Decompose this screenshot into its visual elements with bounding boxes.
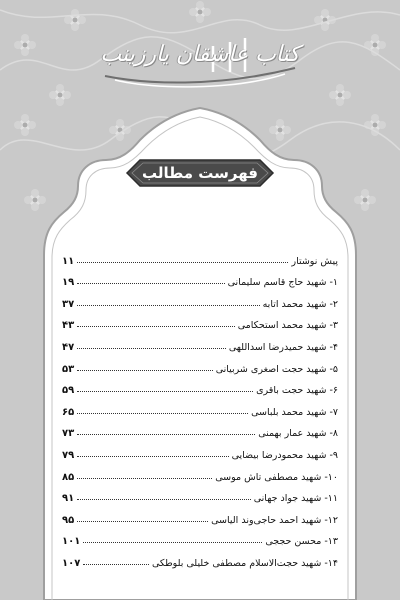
toc-entry[interactable] bbox=[62, 353, 338, 375]
dot-leader bbox=[77, 326, 235, 327]
toc-entry-title: ۷- شهید محمد بلباسی bbox=[251, 406, 338, 418]
page-title: فهرست مطالب bbox=[142, 164, 258, 182]
dot-leader bbox=[77, 478, 212, 479]
toc-entry-page: ۳۷ bbox=[62, 298, 75, 310]
dot-leader bbox=[77, 305, 259, 306]
toc-entry[interactable] bbox=[62, 461, 338, 483]
toc-entry-page: ۷۹ bbox=[62, 449, 75, 461]
toc-entry[interactable] bbox=[62, 288, 338, 310]
toc-entry[interactable] bbox=[62, 526, 338, 548]
logo-text: کتاب عاشقان یارزینب bbox=[100, 42, 300, 67]
toc-entry[interactable] bbox=[62, 375, 338, 397]
dot-leader bbox=[77, 499, 251, 500]
toc-entry-page: ۴۳ bbox=[62, 320, 75, 332]
table-of-contents bbox=[62, 245, 338, 569]
toc-entry-page: ۵۹ bbox=[62, 385, 75, 397]
toc-entry-page: ۹۱ bbox=[62, 493, 75, 505]
dot-leader bbox=[77, 262, 288, 263]
toc-entry[interactable] bbox=[62, 504, 338, 526]
toc-entry[interactable] bbox=[62, 310, 338, 332]
toc-entry-page: ۵۳ bbox=[62, 363, 75, 375]
toc-entry[interactable] bbox=[62, 439, 338, 461]
toc-entry-title: ۱۴- شهید حجت‌الاسلام مصطفی خلیلی بلوطکی bbox=[151, 557, 338, 569]
toc-entry-page: ۴۷ bbox=[62, 341, 75, 353]
toc-entry-page: ۷۳ bbox=[62, 428, 75, 440]
toc-entry-page: ۱۰۷ bbox=[62, 557, 81, 569]
toc-entry-title: ۱۳- محسن حججی bbox=[265, 536, 338, 548]
toc-entry-title: ۶- شهید حجت باقری bbox=[256, 385, 338, 397]
toc-entry-title: ۱- شهید حاج قاسم سلیمانی bbox=[227, 277, 338, 289]
dot-leader bbox=[77, 521, 208, 522]
book-logo bbox=[95, 28, 305, 98]
toc-entry-title: ۵- شهید حجت اصغری شربیانی bbox=[215, 363, 338, 375]
toc-entry[interactable] bbox=[62, 418, 338, 440]
toc-entry[interactable] bbox=[62, 483, 338, 505]
toc-entry[interactable] bbox=[62, 267, 338, 289]
toc-entry-page: ۱۰۱ bbox=[62, 536, 81, 548]
dot-leader bbox=[77, 283, 224, 284]
toc-entry[interactable] bbox=[62, 396, 338, 418]
dot-leader bbox=[77, 348, 226, 349]
toc-entry[interactable] bbox=[62, 245, 338, 267]
dot-leader bbox=[77, 370, 213, 371]
toc-entry-title: ۱۰- شهید مصطفی تاش موسی bbox=[215, 471, 338, 483]
toc-entry[interactable] bbox=[62, 547, 338, 569]
toc-entry-title: ۱۲- شهید احمد حاجی‌وند الیاسی bbox=[211, 514, 338, 526]
toc-entry-title: ۹- شهید محمودرضا بیضایی bbox=[231, 449, 338, 461]
toc-entry-title: ۲- شهید محمد اتابه bbox=[262, 298, 338, 310]
toc-entry-page: ۱۱ bbox=[62, 255, 75, 267]
dot-leader bbox=[77, 413, 248, 414]
toc-entry-title: ۱۱- شهید جواد جهانی bbox=[253, 493, 338, 505]
toc-entry-page: ۸۵ bbox=[62, 471, 75, 483]
dot-leader bbox=[77, 456, 228, 457]
dot-leader bbox=[83, 542, 262, 543]
toc-entry-page: ۹۵ bbox=[62, 514, 75, 526]
toc-entry-title: ۴- شهید حمیدرضا اسداللهی bbox=[228, 341, 338, 353]
dot-leader bbox=[77, 391, 253, 392]
toc-entry-title: ۳- شهید محمد استحکامی bbox=[237, 320, 338, 332]
dot-leader bbox=[77, 434, 255, 435]
toc-entry-title: پیش نوشتار bbox=[291, 255, 338, 267]
toc-entry-title: ۸- شهید عمار بهمنی bbox=[258, 428, 338, 440]
toc-entry-page: ۶۵ bbox=[62, 406, 75, 418]
toc-entry[interactable] bbox=[62, 331, 338, 353]
toc-entry-page: ۱۹ bbox=[62, 277, 75, 289]
dot-leader bbox=[83, 564, 149, 565]
